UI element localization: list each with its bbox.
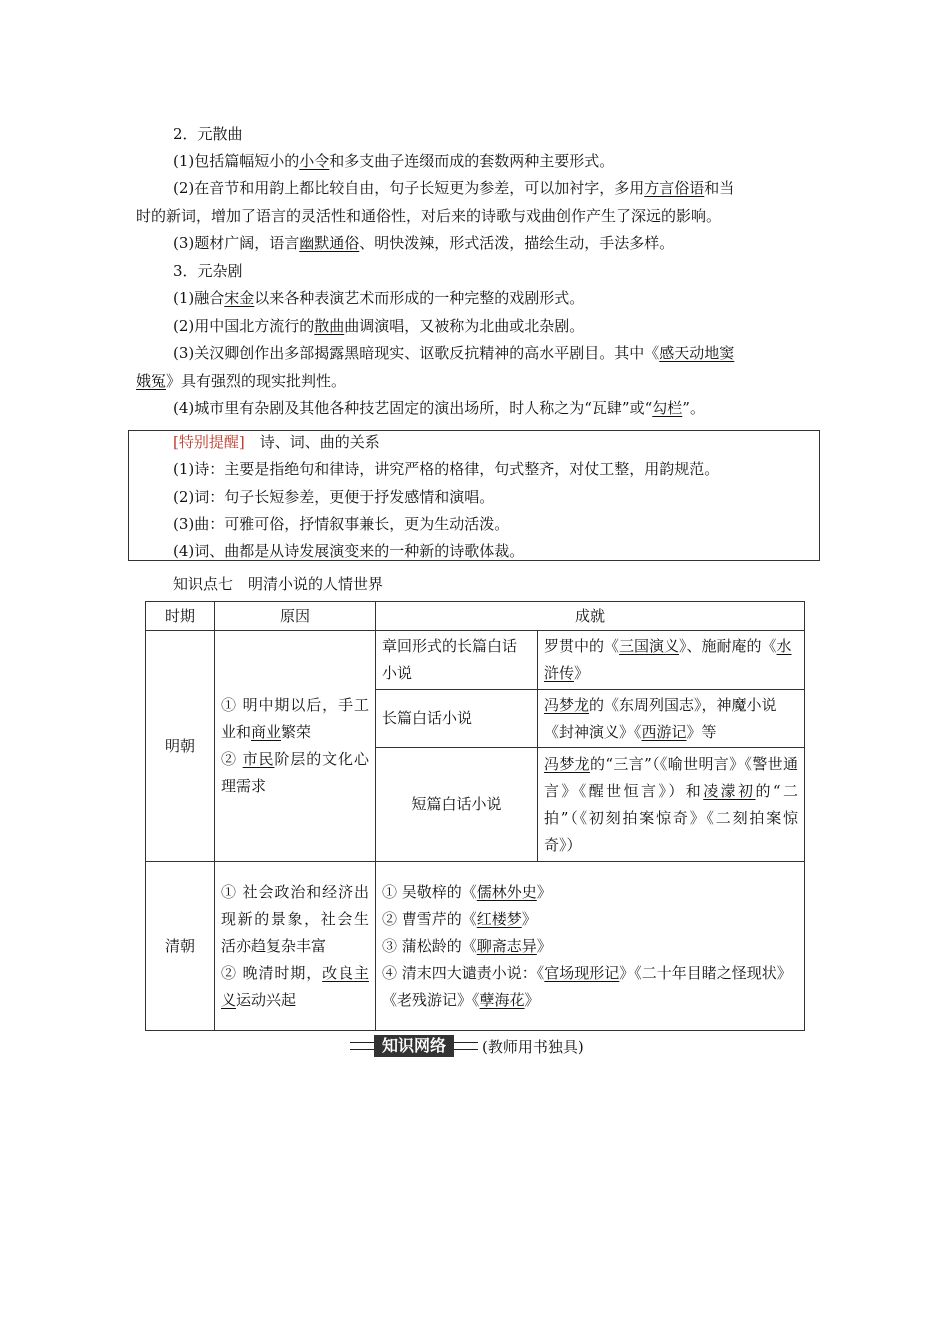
key-term: 水浒传 [544,637,792,682]
section-heading-yuan-zaju: 3．元杂剧 [173,262,243,280]
key-term: 红楼梦 [476,909,522,928]
key-term: 凌濛初 [703,781,756,800]
tip-label: [特别提醒] [173,433,245,451]
key-term: 儒林外史 [476,882,537,901]
key-term: 孽海花 [479,990,525,1009]
key-term: 宋金 [224,289,255,307]
period-cell-ming: 明朝 [146,631,215,862]
list-item: ③ 蒲松龄的《聊斋志异》 [382,936,552,955]
table-row [146,862,805,1031]
key-term: 商业 [251,723,282,741]
key-term: 聊斋志异 [476,936,537,955]
paragraph-sanqu-3: (3)题材广阔，语言幽默通俗、明快泼辣，形式活泼，描绘生动，手法多样。 [173,234,675,252]
knowledge-network-title: 知识网络 [374,1035,454,1057]
tip-title: 诗、词、曲的关系 [244,433,380,451]
works-cell: 冯梦龙的《东周列国志》，神魔小说《封神演义》《西游记》等 [538,690,805,748]
key-term: 幽默通俗 [299,234,360,252]
paragraph-sanqu-2: (2)在音节和用韵上都比较自由，句子长短更为参差，可以加衬字，多用方言俗语和当 [173,179,735,197]
knowledge-network-banner [350,1034,584,1058]
key-term: 勾栏 [652,399,683,417]
list-item: ① 吴敬梓的《儒林外史》 [382,882,552,901]
section-heading-yuan-sanqu: 2．元散曲 [173,125,243,143]
key-term: 小令 [299,152,330,170]
banner-left-rule [350,1042,374,1050]
paragraph-zaju-2: (2)用中国北方流行的散曲曲调演唱，又被称为北曲或北杂剧。 [173,317,585,335]
tip-item: (1)诗：主要是指绝句和律诗，讲究严格的格律，句式整齐，对仗工整，用韵规范。 [173,460,720,478]
novel-type-cell: 章回形式的长篇白话小说 [376,631,538,690]
paragraph-zaju-3: (3)关汉卿创作出多部揭露黑暗现实、讴歌反抗精神的高水平剧目。其中《感天动地窦 [173,344,735,362]
key-term: 西游记 [641,722,687,741]
teacher-edition-note: (教师用书独具) [482,1037,584,1056]
header-achievement: 成就 [376,602,805,631]
works-cell: 罗贯中的《三国演义》、施耐庵的《水浒传》 [538,631,805,690]
key-term: 官场现形记 [544,963,620,982]
key-term: 娥冤 [136,372,167,390]
tip-item: (2)词：句子长短参差，更便于抒发感情和演唱。 [173,488,495,506]
key-term: 感天动地窦 [659,344,735,362]
novel-achievements-table [145,601,805,1031]
paragraph-zaju-3-cont: 娥冤》具有强烈的现实批判性。 [136,372,347,390]
paragraph-sanqu-2-cont: 时的新词，增加了语言的灵活性和通俗性，对后来的诗歌与戏曲创作产生了深远的影响。 [136,207,722,225]
tip-item: (3)曲：可雅可俗，抒情叙事兼长，更为生动活泼。 [173,515,510,533]
key-term: 散曲 [314,317,345,335]
period-cell-qing: 清朝 [146,862,215,1031]
list-item: ④ 清末四大谴责小说：《官场现形记》《二十年目睹之怪现状》《老残游记》《孽海花》 [382,963,792,1009]
paragraph-zaju-4: (4)城市里有杂剧及其他各种技艺固定的演出场所，时人称之为“瓦肆”或“勾栏”。 [173,399,705,417]
key-term: 市民 [242,750,275,768]
banner-right-rule [454,1042,478,1050]
novel-type-cell: 长篇白话小说 [376,690,538,748]
paragraph-sanqu-1: (1)包括篇幅短小的小令和多支曲子连缀而成的套数两种主要形式。 [173,152,615,170]
list-item: ② 曹雪芹的《红楼梦》 [382,909,537,928]
key-term: 方言俗语 [644,179,705,197]
tip-heading [173,432,380,452]
paragraph-zaju-1: (1)融合宋金以来各种表演艺术而形成的一种完整的戏剧形式。 [173,289,585,307]
tip-item: (4)词、曲都是从诗发展演变来的一种新的诗歌体裁。 [173,542,525,560]
key-term: 三国演义 [619,637,680,655]
header-reason: 原因 [215,602,376,631]
works-cell-qing [376,862,805,1031]
header-period: 时期 [146,602,215,631]
key-term: 冯梦龙 [544,754,591,773]
key-term: 改良主义 [221,963,369,1009]
reason-cell-ming: ① 明中期以后，手工业和商业繁荣 ② 市民阶层的文化心理需求 [215,631,376,862]
table-row [146,631,805,690]
novel-type-cell: 短篇白话小说 [376,748,538,862]
reason-cell-qing: ① 社会政治和经济出现新的景象，社会生活亦趋复杂丰富 ② 晚清时期，改良主义运动兴起 [215,862,376,1031]
table-header-row [146,602,805,631]
works-cell: 冯梦龙的“三言”（《喻世明言》《警世通言》《醒世恒言》）和凌濛初的“二拍”（《初刻拍案惊奇》《二刻拍案惊奇》） [538,748,805,862]
key-term: 冯梦龙 [544,695,590,714]
knowledge-point-title: 知识点七 明清小说的人情世界 [173,575,384,593]
